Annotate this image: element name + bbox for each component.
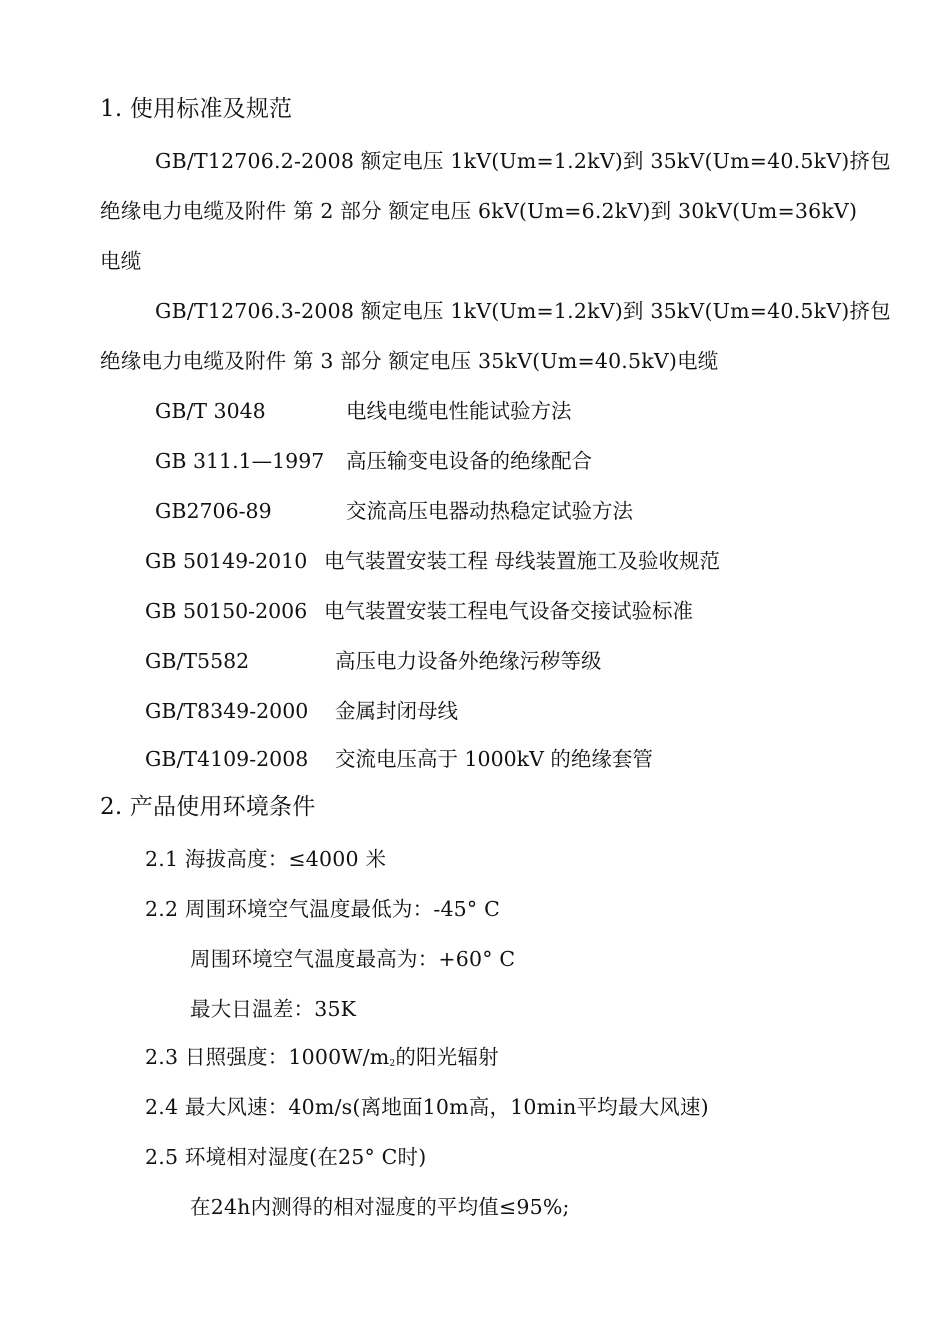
standard-title: 交流电压高于 1000kV 的绝缘套管: [335, 747, 653, 771]
item-2-1: 2.1 海拔高度：≤4000 米: [145, 847, 387, 871]
item-2-5-humidity: 在24h内测得的相对湿度的平均值≤95%;: [190, 1195, 570, 1219]
item-2-3-suffix: 的阳光辐射: [395, 1045, 499, 1069]
item-2-3-text: 2.3 日照强度：1000W/m: [145, 1045, 390, 1069]
item-2-5: 2.5 环境相对湿度(在25° C时): [145, 1145, 427, 1169]
standard-code: GB 50149-2010: [145, 549, 308, 573]
standard-code: GB 50150-2006: [145, 599, 308, 623]
standard-title: 电气装置安装工程 母线装置施工及验收规范: [324, 549, 721, 573]
section1-heading: 1. 使用标准及规范: [100, 96, 293, 122]
std-para1-line3: 电缆: [100, 249, 142, 273]
standard-code: GB/T5582: [145, 649, 250, 673]
item-2-2-max-temp: 周围环境空气温度最高为：+60° C: [190, 947, 516, 971]
item-2-3: [145, 1044, 499, 1077]
section2-heading: 2. 产品使用环境条件: [100, 794, 316, 820]
std-para1-line1: GB/T12706.2-2008 额定电压 1kV(Um=1.2kV)到 35kV(Um=40.5kV)挤包: [155, 149, 891, 173]
standard-code: GB2706-89: [155, 499, 272, 523]
standard-title: 金属封闭母线: [335, 699, 458, 723]
item-2-2-daily-diff: 最大日温差：35K: [190, 997, 357, 1021]
standard-title: 电气装置安装工程电气设备交接试验标准: [324, 599, 693, 623]
std-para2-line2: 绝缘电力电缆及附件 第 3 部分 额定电压 35kV(Um=40.5kV)电缆: [100, 349, 719, 373]
item-2-4: 2.4 最大风速：40m/s(离地面10m高，10min平均最大风速): [145, 1095, 709, 1119]
standard-code: GB/T 3048: [155, 399, 266, 423]
standard-title: 高压电力设备外绝缘污秽等级: [335, 649, 602, 673]
item-2-2: 2.2 周围环境空气温度最低为：-45° C: [145, 897, 500, 921]
standard-code: GB 311.1—1997: [155, 449, 325, 473]
standard-code: GB/T8349-2000: [145, 699, 309, 723]
standard-code: GB/T4109-2008: [145, 747, 309, 771]
item-2-3-subscript: 2: [389, 1059, 396, 1069]
std-para2-line1: GB/T12706.3-2008 额定电压 1kV(Um=1.2kV)到 35kV(Um=40.5kV)挤包: [155, 299, 891, 323]
std-para1-line2: 绝缘电力电缆及附件 第 2 部分 额定电压 6kV(Um=6.2kV)到 30kV(Um=36kV): [100, 199, 858, 223]
standard-title: 电线电缆电性能试验方法: [346, 399, 572, 423]
standard-title: 高压输变电设备的绝缘配合: [346, 449, 592, 473]
standard-title: 交流高压电器动热稳定试验方法: [346, 499, 633, 523]
